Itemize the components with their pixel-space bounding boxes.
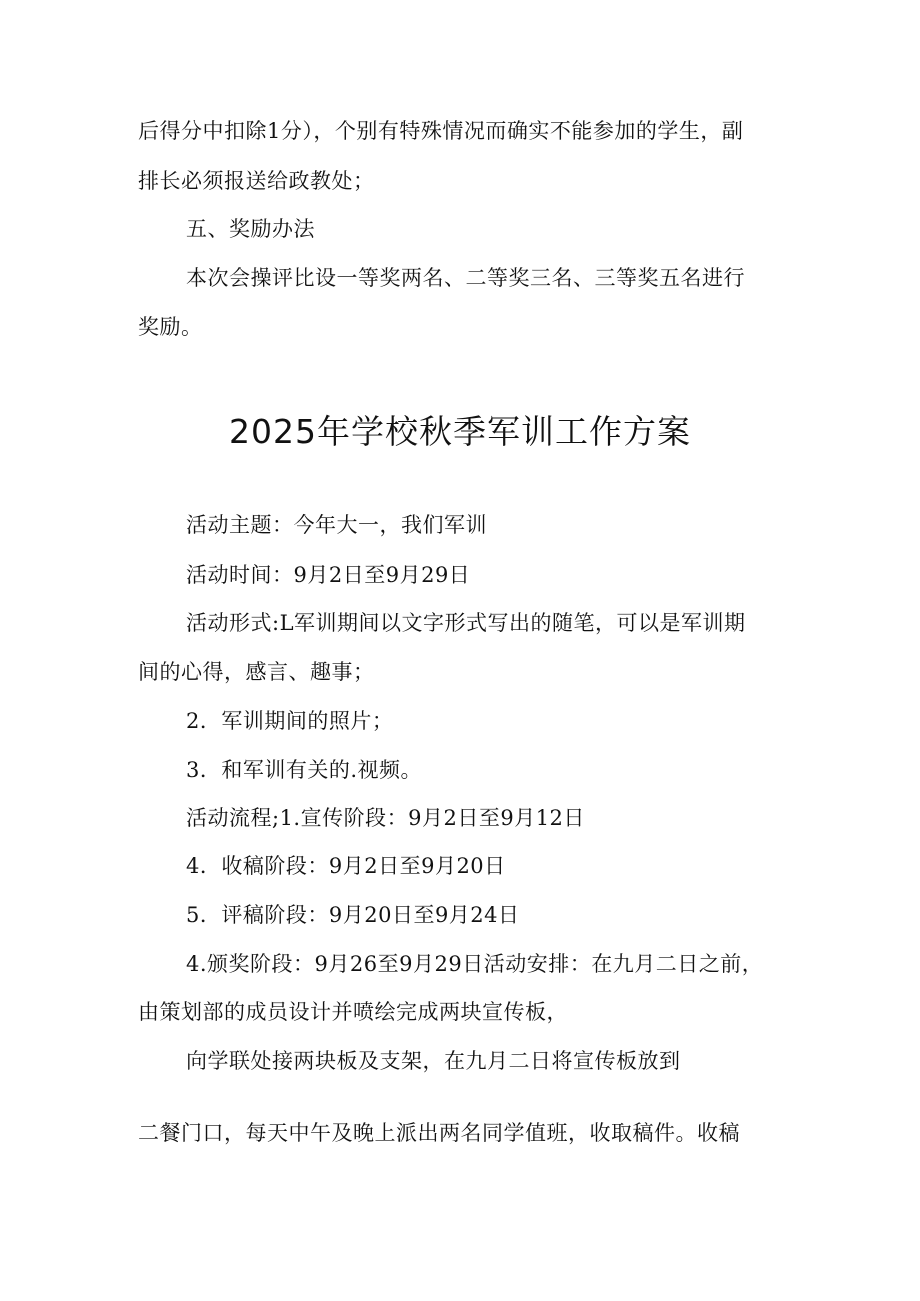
paragraph-line: 本次会操评比设一等奖两名、二等奖三名、三等奖五名进行 <box>186 266 745 290</box>
list-item: 3．和军训有关的.视频。 <box>186 758 423 782</box>
paragraph-line: 间的心得，感言、趣事； <box>138 660 375 684</box>
document-title: 2025年学校秋季军训工作方案 <box>229 412 691 451</box>
paragraph-line: 由策划部的成员设计并喷绘完成两块宣传板， <box>138 1000 568 1024</box>
paragraph-line: 活动流程;1.宣传阶段：9月2日至9月12日 <box>186 806 585 830</box>
section-heading: 五、奖励办法 <box>186 217 315 241</box>
paragraph-line: 排长必须报送给政教处； <box>138 169 375 193</box>
list-item: 5．评稿阶段：9月20日至9月24日 <box>186 903 520 927</box>
paragraph-line: 后得分中扣除1分），个别有特殊情况而确实不能参加的学生，副 <box>138 119 744 143</box>
paragraph-line: 向学联处接两块板及支架，在九月二日将宣传板放到 <box>186 1049 681 1073</box>
paragraph-line: 4.颁奖阶段：9月26至9月29日活动安排：在九月二日之前， <box>186 952 764 976</box>
paragraph-line: 活动主题：今年大一，我们军训 <box>186 513 487 537</box>
paragraph-line: 奖励。 <box>138 315 203 339</box>
paragraph-line: 活动时间：9月2日至9月29日 <box>186 563 471 587</box>
paragraph-line: 二餐门口，每天中午及晚上派出两名同学值班，收取稿件。收稿 <box>138 1121 740 1145</box>
paragraph-line: 活动形式:L军训期间以文字形式写出的随笔，可以是军训期 <box>186 611 746 635</box>
list-item: 4．收稿阶段：9月2日至9月20日 <box>186 854 506 878</box>
list-item: 2．军训期间的照片； <box>186 709 394 733</box>
